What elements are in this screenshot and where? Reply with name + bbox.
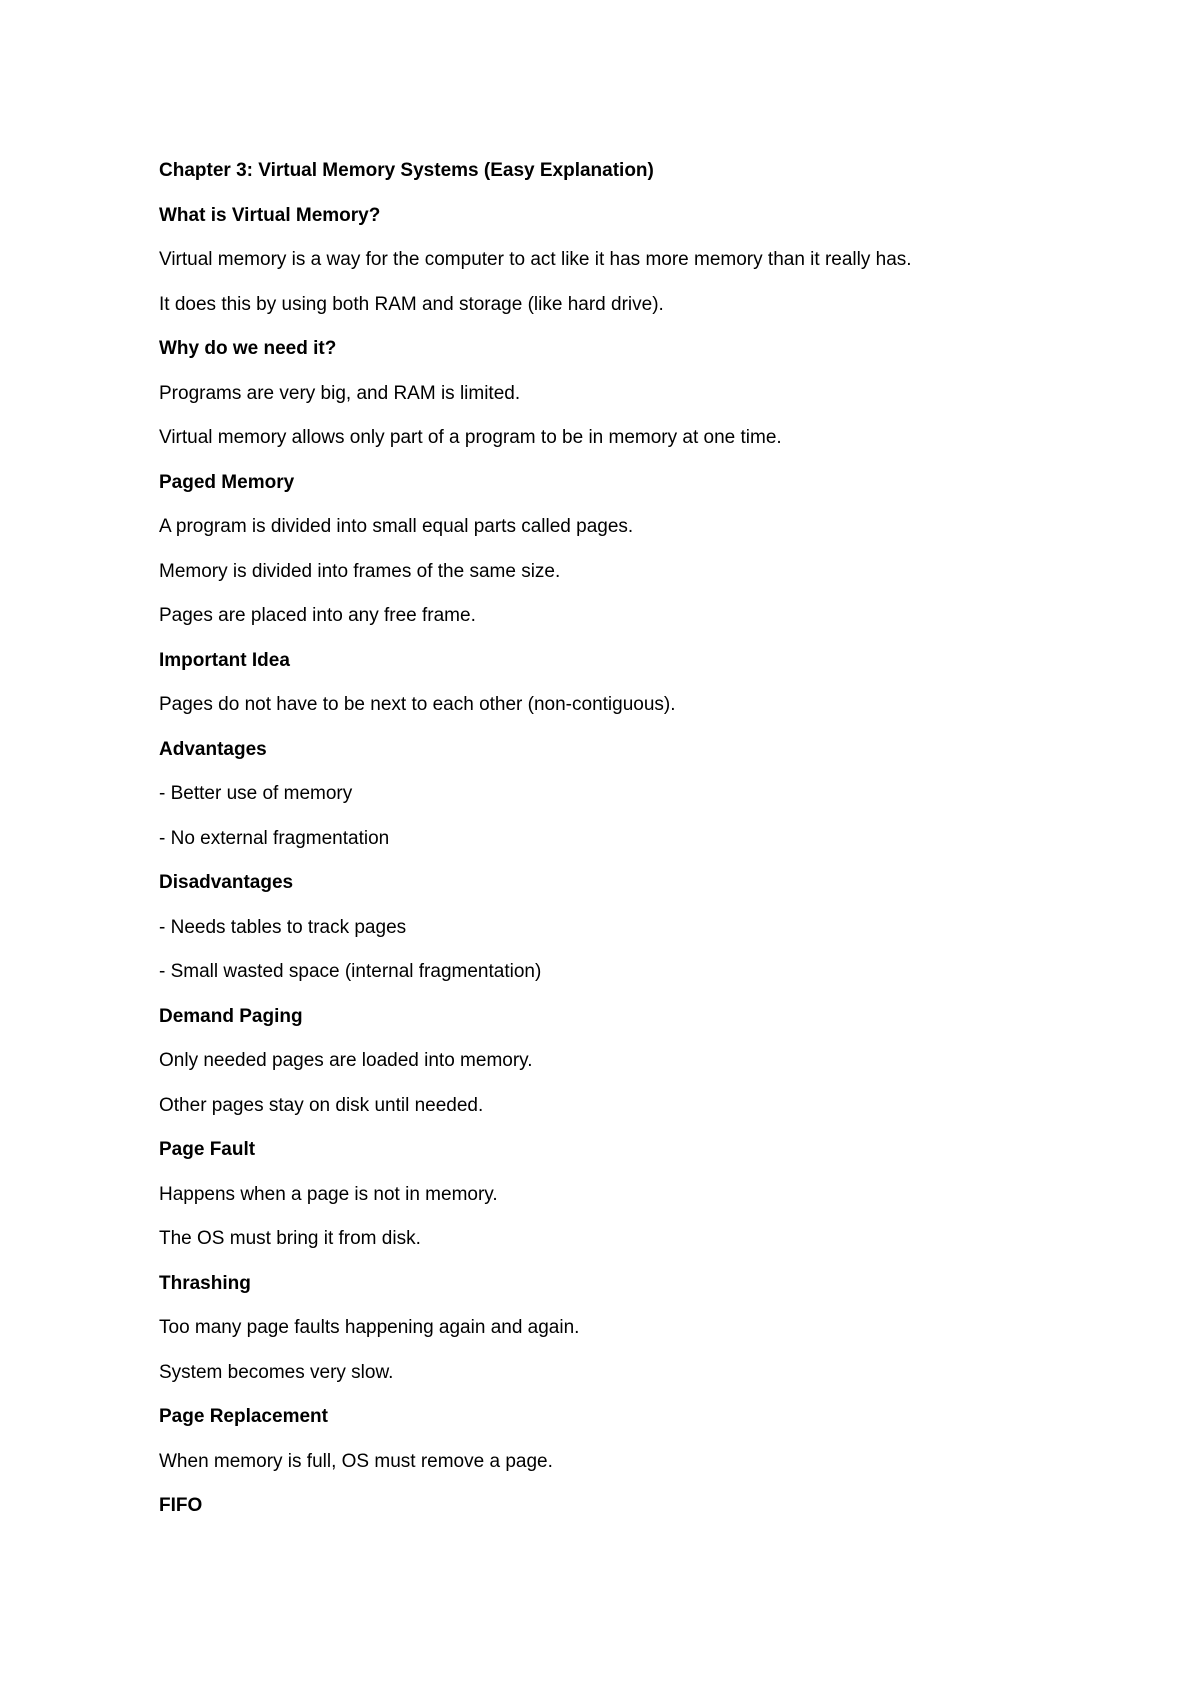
paragraph-line: Too many page faults happening again and again. [159,1317,580,1338]
paragraph-line: Virtual memory allows only part of a program to be in memory at one time. [159,427,782,448]
section-heading: Thrashing [159,1272,251,1294]
section-heading: Disadvantages [159,872,294,893]
paragraph-line: - No external fragmentation [159,827,390,849]
paragraph-line: A program is divided into small equal parts called pages. [159,516,634,537]
paragraph-line: When memory is full, OS must remove a page. [159,1450,553,1472]
paragraph-line: Happens when a page is not in memory. [159,1183,498,1205]
paragraph-line: The OS must bring it from disk. [159,1228,421,1249]
section-heading: Page Replacement [159,1406,328,1427]
section-heading: What is Virtual Memory? [159,204,381,226]
paragraph-line: - Small wasted space (internal fragmentation) [159,961,542,982]
section-heading: Paged Memory [159,471,295,493]
section-heading: Important Idea [159,649,290,671]
document-lines [159,203,1119,1538]
paragraph-line: System becomes very slow. [159,1361,394,1383]
section-heading: Advantages [159,738,267,760]
paragraph-line: It does this by using both RAM and storage (like hard drive). [159,293,664,315]
section-heading: Why do we need it? [159,338,337,359]
section-heading: Page Fault [159,1139,256,1160]
paragraph-line: Programs are very big, and RAM is limited. [159,382,521,404]
document-title: Chapter 3: Virtual Memory Systems (Easy Explanation) [159,160,654,181]
paragraph-line: - Needs tables to track pages [159,916,407,938]
paragraph-line: - Better use of memory [159,783,353,804]
section-heading: FIFO [159,1495,203,1516]
paragraph-line: Virtual memory is a way for the computer to act like it has more memory than it really has. [159,249,912,270]
document-body [159,158,1119,1538]
paragraph-line: Memory is divided into frames of the same size. [159,560,561,582]
paragraph-line: Pages are placed into any free frame. [159,605,476,626]
paragraph-line: Only needed pages are loaded into memory. [159,1050,533,1071]
section-heading: Demand Paging [159,1005,303,1027]
paragraph-line: Other pages stay on disk until needed. [159,1094,484,1116]
paragraph-line: Pages do not have to be next to each other (non-contiguous). [159,694,676,715]
